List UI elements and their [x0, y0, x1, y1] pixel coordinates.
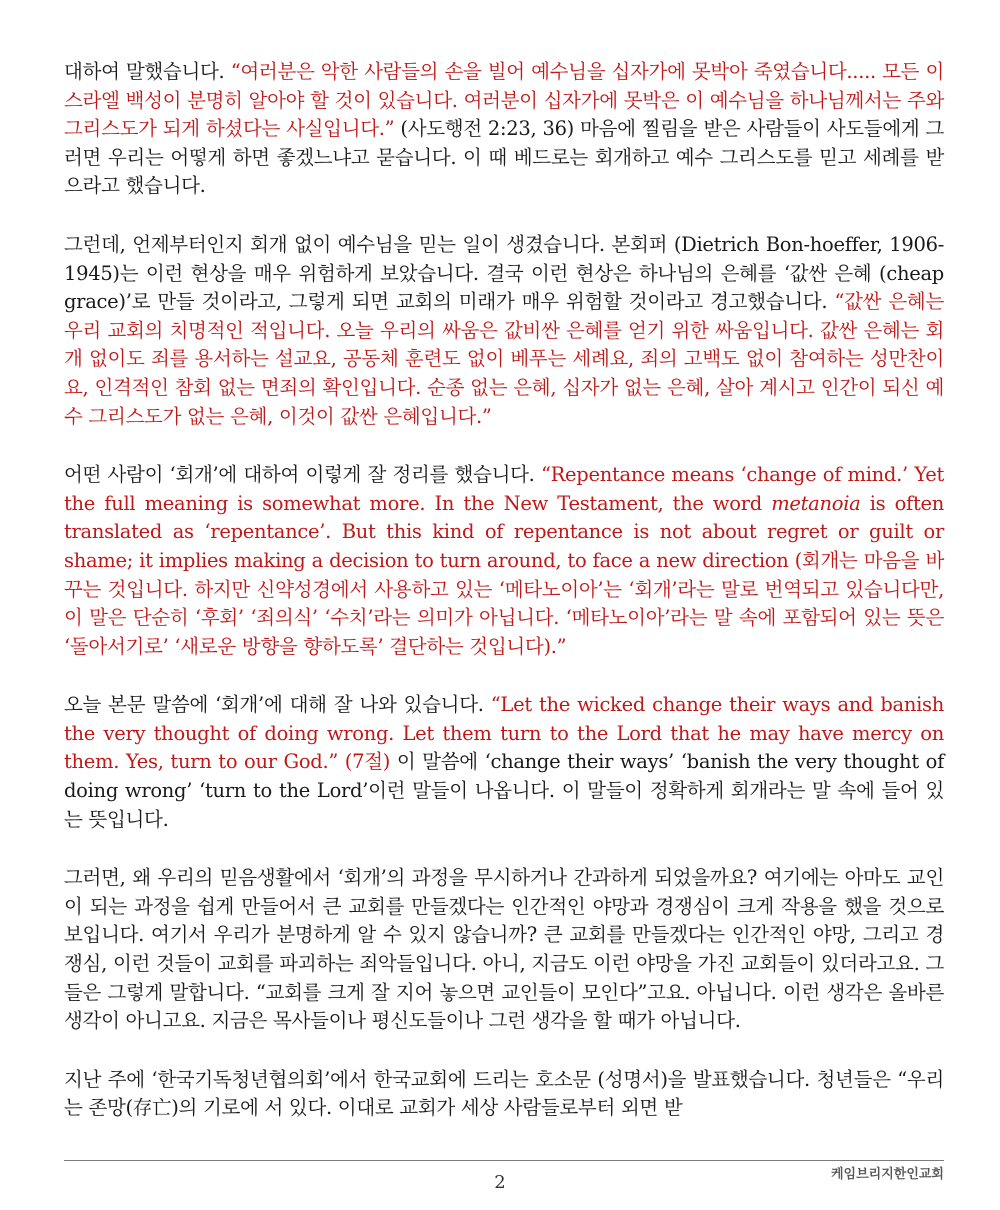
paragraph-1: [64, 58, 944, 201]
body-text: 오늘 본문 말씀에 ‘회개’에 대해 잘 나와 있습니다.: [64, 693, 491, 717]
paragraph-6: [64, 1066, 944, 1123]
church-name: 케임브리지한인교회: [830, 1167, 944, 1182]
body-text: 어떤 사람이 ‘회개’에 대하여 이렇게 잘 정리를 했습니다.: [64, 463, 541, 487]
body-text: 이 말씀에 ‘change their ways’ ‘banish the very thought of doing wrong’ ‘turn to the Lord’이런 말들이 나옵니다. 이 말들이 정확하게 회개라는 말 속에 들어 있는 뜻입니다.: [64, 750, 944, 831]
body-text: 그러면, 왜 우리의 믿음생활에서 ‘회개’의 과정을 무시하거나 간과하게 되었을까요? 여기에는 아마도 교인이 되는 과정을 쉽게 만들어서 큰 교회를 만들겠다는 인간적인 야망과 경쟁심이 크게 작용을 했을 것으로 보입니다. 여기서 우리가 분명하게 알 수 있지 않습니까? 큰 교회를 만들겠다는 인간적인 야망, 그리고 경쟁심, 이런 것들이 교회를 파괴하는 죄악들입니다. 아니, 지금도 이런 야망을 가진 교회들이 있더라고요. 그들은 그렇게 말합니다. “교회를 크게 잘 지어 놓으면 교인들이 모인다”고요. 아닙니다. 이런 생각은 올바른 생각이 아니고요. 지금은 목사들이나 평신도들이나 그런 생각을 할 때가 아닙니다.: [64, 866, 944, 1033]
footer-rule: [64, 1160, 944, 1161]
paragraph-5: [64, 864, 944, 1036]
page-body: [64, 58, 944, 1153]
body-text: 대하여 말했습니다.: [64, 60, 231, 83]
quoted-text: “Repentance means ‘change of mind.’ Yet the full meaning is somewhat more. In the New Testament, the word: [64, 463, 944, 515]
quoted-text: is often translated as ‘repentance’. But this kind of repentance is not about regret or guilt or shame; it implies making a decision to turn around, to face a new direction (회개는 마음을 바꾸는 것입니다. 하지만 신약성경에서 사용하고 있는 ‘메타노이아’는 ‘회개’라는 말로 번역되고 있습니다만, 이 말은 단순히 ‘후회’ ‘죄의식’ ‘수치’라는 의미가 아닙니다. ‘메타노이아’라는 말 속에 포함되어 있는 뜻은 ‘돌아서기로’ ‘새로운 방향을 향하도록’ 결단하는 것입니다).”: [64, 491, 944, 658]
quoted-text: “값싼 은혜는 우리 교회의 치명적인 적입니다. 오늘 우리의 싸움은 값비싼 은혜를 얻기 위한 싸움입니다. 값싼 은혜는 회개 없이도 죄를 용서하는 설교요, 공동체 훈련도 없이 베푸는 세례요, 죄의 고백도 없이 참여하는 성만찬이요, 인격적인 참회 없는 면죄의 확인입니다. 순종 없는 은혜, 십자가 없는 은혜, 살아 계시고 인간이 되신 예수 그리스도가 없는 은혜, 이것이 값싼 은혜입니다.”: [64, 290, 945, 428]
quoted-text: “Let the wicked change their ways and banish the very thought of doing wrong. Let them turn to the Lord that he may have mercy on them. Yes, turn to our God.” (7절): [64, 693, 944, 774]
body-text: (사도행전 2:23, 36) 마음에 찔림을 받은 사람들이 사도들에게 그러면 우리는 어떻게 하면 좋겠느냐고 묻습니다. 이 때 베드로는 회개하고 예수 그리스도를 믿고 세례를 받으라고 했습니다.: [64, 117, 945, 198]
paragraph-3: [64, 461, 944, 661]
body-text: 그런데, 언제부터인지 회개 없이 예수님을 믿는 일이 생겼습니다. 본회퍼 (Dietrich Bon-hoeffer, 1906-1945)는 이런 현상을 매우 위험하게 보았습니다. 결국 이런 현상은 하나님의 은혜를 ‘값싼 은혜 (cheap grace)’로 만들 것이라고, 그렇게 되면 교회의 미래가 매우 위험할 것이라고 경고했습니다.: [64, 232, 944, 314]
paragraph-4: [64, 691, 944, 834]
quoted-text: “여러분은 악한 사람들의 손을 빌어 예수님을 십자가에 못박아 죽였습니다..... 모든 이스라엘 백성이 분명히 알아야 할 것이 있습니다. 여러분이 십자가에 못박은 이 예수님을 하나님께서는 주와 그리스도가 되게 하셨다는 사실입니다.”: [64, 60, 944, 141]
body-text: 지난 주에 ‘한국기독청년협의회’에서 한국교회에 드리는 호소문 (성명서)을 발표했습니다. 청년들은 “우리는 존망(存亡)의 기로에 서 있다. 이대로 교회가 세상 사람들로부터 외면 받: [64, 1067, 944, 1120]
quoted-text: metanoia: [771, 491, 861, 515]
page-number: 2: [494, 1172, 506, 1193]
paragraph-2: [64, 231, 944, 431]
